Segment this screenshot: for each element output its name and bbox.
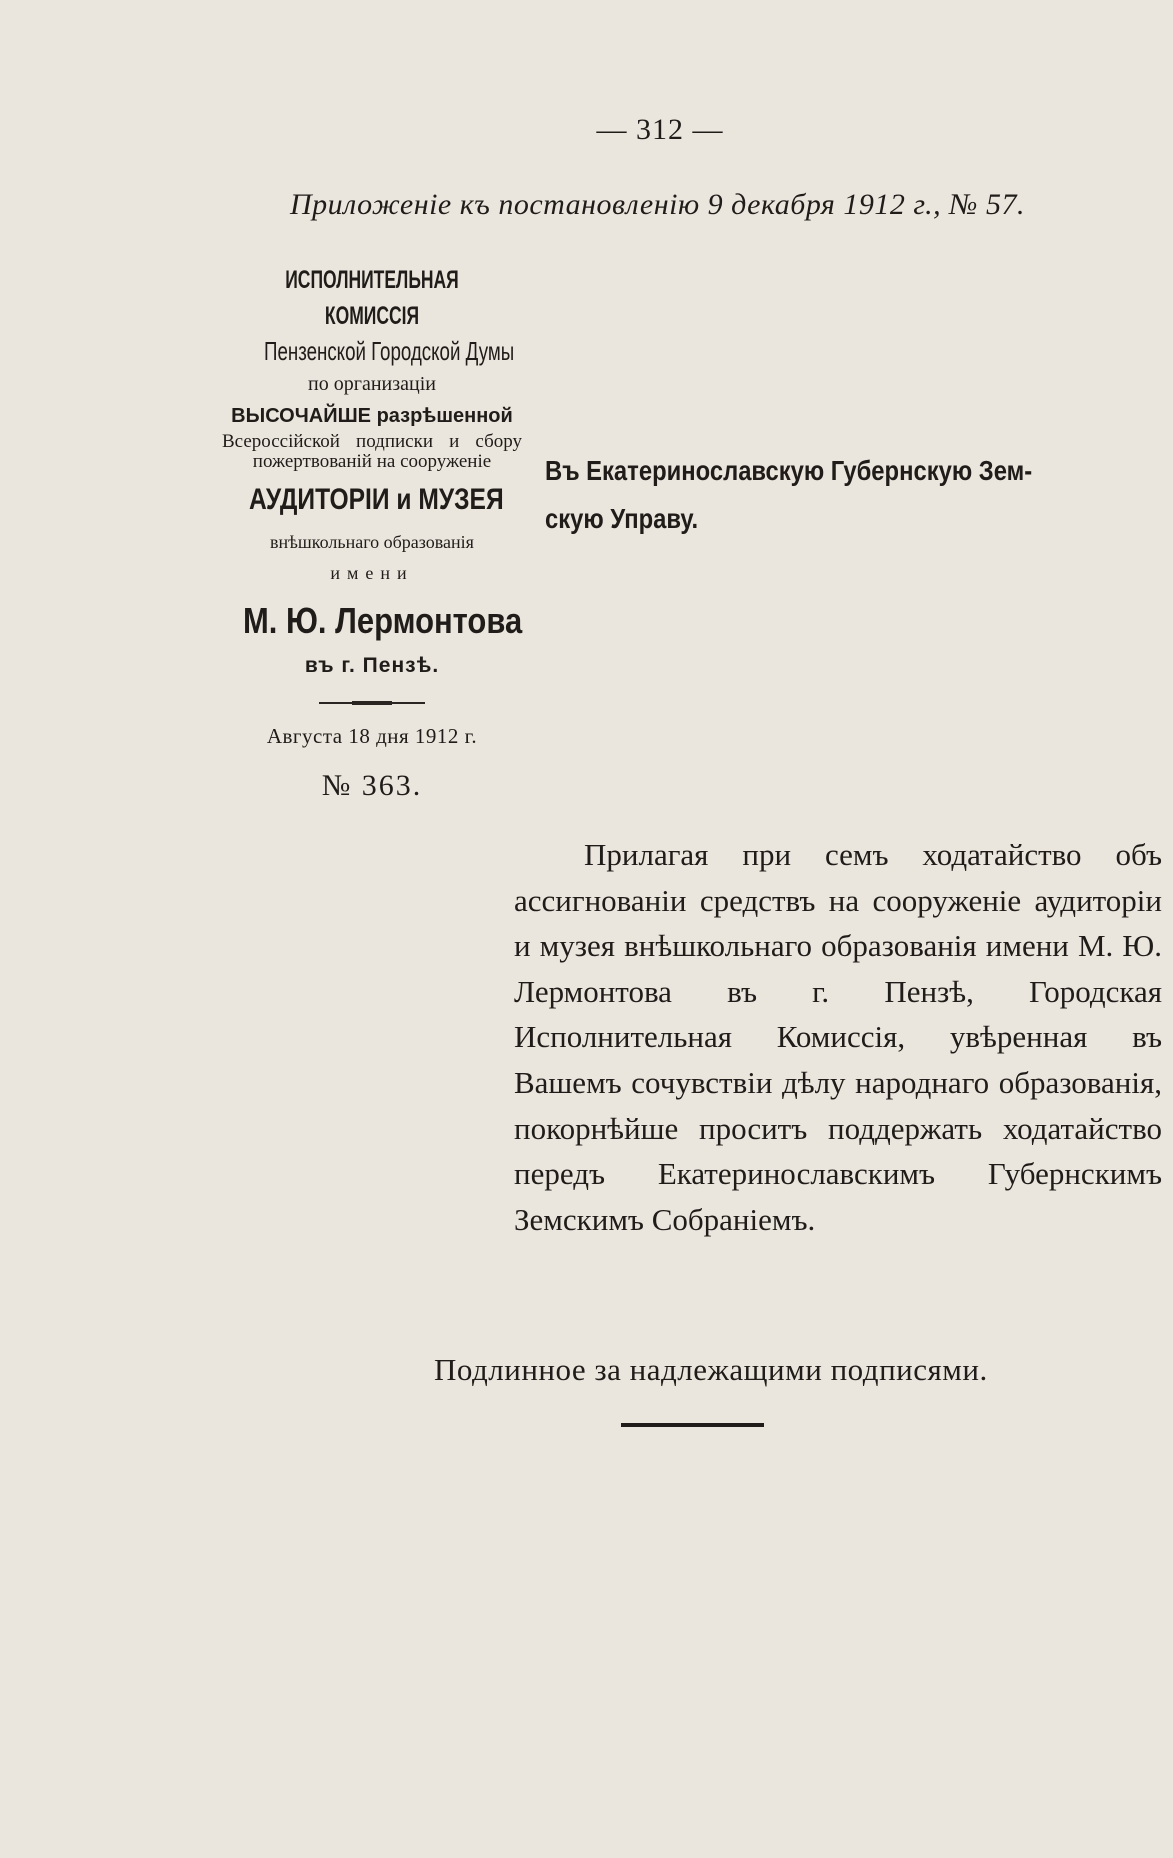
signature-note: Подлинное за надлежащими подписями. bbox=[434, 1352, 988, 1387]
sender-line-8: имени bbox=[330, 563, 414, 583]
sender-line-10: въ г. Пензѣ. bbox=[304, 654, 440, 677]
sender-line-2: Пензенской Городской Думы bbox=[264, 336, 515, 366]
letter-body: Прилагая при семъ ходатайство объ ассигнованіи средствъ на сооруженіе аудиторіи и музея внѣшкольнаго образованія имени М. Ю. Лермонтова въ г. Пензѣ, Городская Исполнительная Комиссія, увѣренная въ Вашемъ сочувствіи дѣлу народнаго образованія, покорнѣйше проситъ поддержать ходатайство передъ Екатеринославскимъ Губернскимъ Земскимъ Собраніемъ. bbox=[514, 837, 1162, 1237]
sender-letterhead bbox=[222, 262, 522, 803]
page-number: — 312 — bbox=[596, 113, 724, 146]
sender-line-1: ИСПОЛНИТЕЛЬНАЯ КОМИССІЯ bbox=[285, 266, 459, 330]
divider-rule bbox=[319, 702, 425, 704]
letter-date: Августа 18 дня 1912 г. bbox=[266, 724, 478, 748]
addressee-line-1: Въ Екатеринославскую Губернскую Зем- bbox=[545, 455, 1033, 486]
end-rule bbox=[621, 1423, 764, 1427]
addressee bbox=[545, 447, 1165, 543]
sender-line-5: Всероссійской подписки и сбору пожертвованій на сооруженіе bbox=[222, 431, 522, 472]
sender-line-4: ВЫСОЧАЙШЕ разрѣшенной bbox=[231, 405, 513, 427]
appendix-note: Приложеніе къ постановленію 9 декабря 1912 г., № 57. bbox=[290, 188, 1025, 221]
registration-number: № 363. bbox=[321, 769, 423, 802]
sender-line-3: по организаціи bbox=[308, 373, 436, 395]
addressee-line-2: скую Управу. bbox=[545, 503, 699, 534]
sender-line-9: М. Ю. Лермонтова bbox=[243, 600, 523, 641]
sender-line-6: АУДИТОРІИ и МУЗЕЯ bbox=[249, 483, 504, 516]
sender-line-7: внѣшкольнаго образованія bbox=[270, 532, 474, 552]
